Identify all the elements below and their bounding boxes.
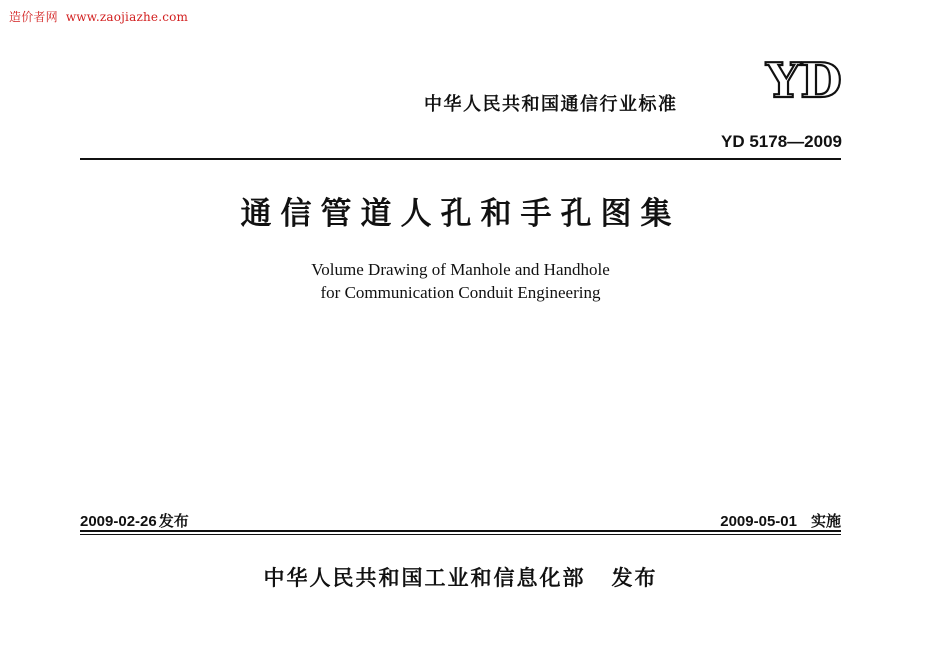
watermark-site-name: 造价者网 [9, 10, 58, 24]
english-title-line-2: for Communication Conduit Engineering [320, 283, 601, 302]
issue-date-label: 发布 [158, 513, 189, 530]
yd-logo-text: YD [766, 53, 842, 104]
english-title-line-1: Volume Drawing of Manhole and Handhole [311, 260, 610, 279]
issuing-standard-category: 中华人民共和国通信行业标准 [424, 94, 678, 115]
implementation-date [720, 510, 841, 531]
document-title-chinese: 通信管道人孔和手孔图集 [240, 196, 681, 232]
implementation-date-value: 2009-05-01 [720, 513, 797, 530]
footer-divider-thin [80, 534, 841, 535]
issue-date [80, 510, 189, 531]
footer-divider [80, 530, 841, 532]
publisher-action: 发布 [611, 566, 658, 590]
publisher [80, 562, 841, 592]
document-title-english [80, 258, 841, 304]
watermark [9, 8, 188, 25]
issue-date-value: 2009-02-26 [80, 513, 157, 530]
standard-number: YD 5178—2009 [721, 132, 842, 151]
publisher-name: 中华人民共和国工业和信息化部 [263, 566, 586, 590]
implementation-date-label: 实施 [810, 513, 841, 530]
yd-logo-icon [763, 52, 843, 104]
header-divider [80, 158, 841, 160]
watermark-url: www.zaojiazhe.com [65, 10, 189, 24]
